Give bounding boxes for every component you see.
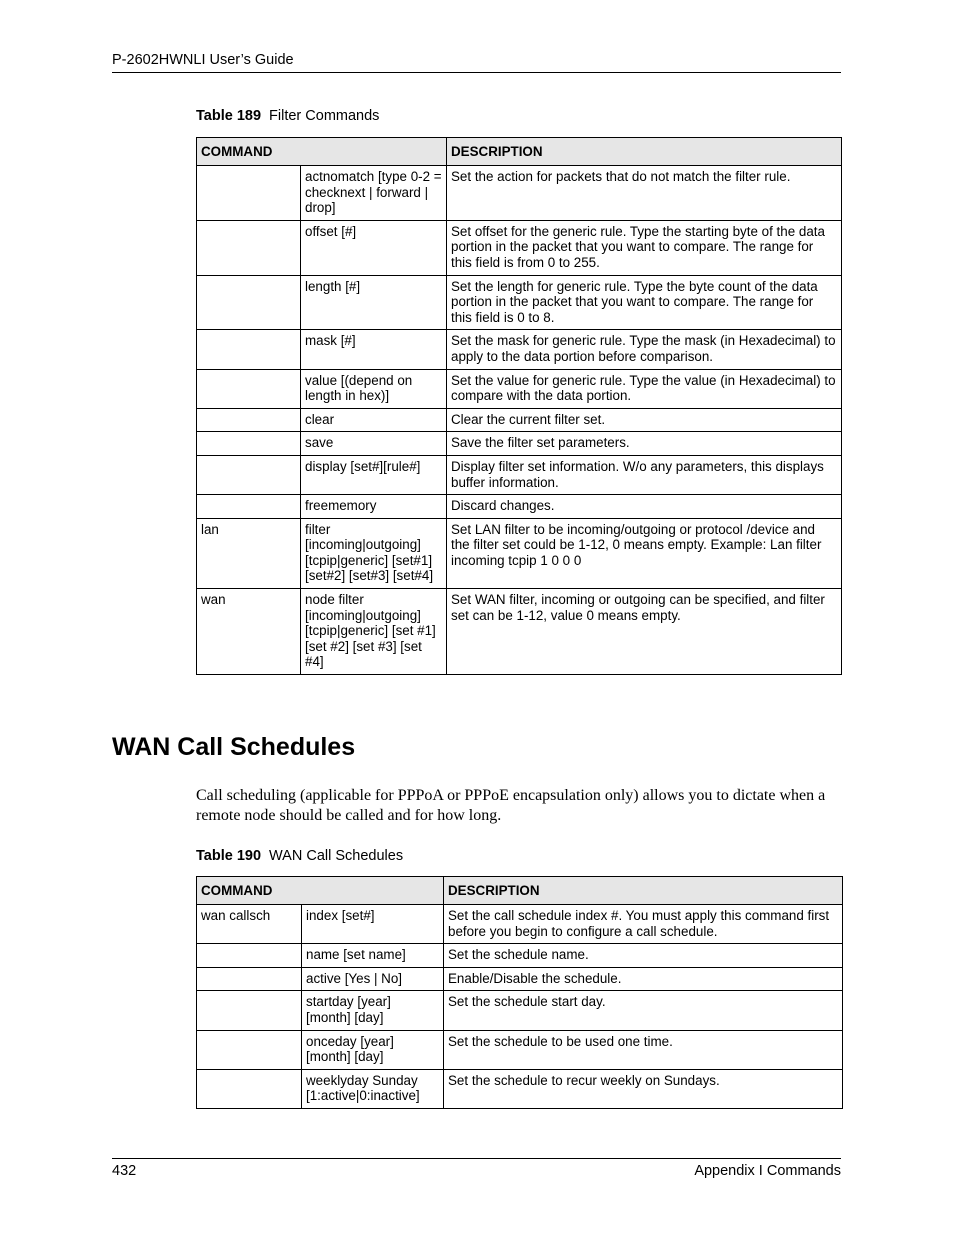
description-cell: Set the schedule name. [444,944,843,968]
subcommand-cell: offset [#] [301,220,447,275]
description-cell: Set the value for generic rule. Type the value (in Hexadecimal) to compare with the data portion. [447,369,842,408]
subcommand-cell: weeklyday Sunday [1:active|0:inactive] [302,1069,444,1108]
command-cell [197,1069,302,1108]
subcommand-cell: actnomatch [type 0-2 = checknext | forward | drop] [301,166,447,221]
section-paragraph: Call scheduling (applicable for PPPoA or PPPoE encapsulation only) allows you to dictate when a remote node should be called and for how long. [196,787,826,824]
subcommand-cell: clear [301,408,447,432]
description-cell: Set the schedule start day. [444,991,843,1030]
description-cell: Set the mask for generic rule. Type the mask (in Hexadecimal) to apply to the data portion before comparison. [447,330,842,369]
wan-call-schedules-body [197,905,843,1109]
table-190-number: Table 190 [196,848,262,864]
guide-title: P-2602HWNLI User’s Guide [112,52,294,68]
description-cell: Save the filter set parameters. [447,432,842,456]
subcommand-cell: name [set name] [302,944,444,968]
table-row [197,991,843,1030]
description-cell: Discard changes. [447,495,842,519]
table-row [197,1069,843,1108]
subcommand-cell: value [(depend on length in hex)] [301,369,447,408]
table-row [197,330,842,369]
subcommand-cell: filter [incoming|outgoing] [tcpip|generic] [set#1] [set#2] [set#3] [set#4] [301,518,447,588]
command-cell [197,369,301,408]
page-footer [112,1158,841,1181]
subcommand-cell: display [set#][rule#] [301,455,447,494]
column-header-description: DESCRIPTION [447,138,842,166]
description-cell: Set the call schedule index #. You must apply this command first before you begin to configure a call schedule. [444,905,843,944]
table-row [197,432,842,456]
table-row [197,905,843,944]
column-header-command: COMMAND [197,877,444,905]
table-row [197,275,842,330]
command-cell: wan [197,589,301,675]
table-190-title: WAN Call Schedules [269,848,404,864]
subcommand-cell: startday [year] [month] [day] [302,991,444,1030]
table-row [197,967,843,991]
filter-commands-table [196,137,842,675]
description-cell: Set the schedule to be used one time. [444,1030,843,1069]
command-cell [197,967,302,991]
command-cell [197,408,301,432]
table-189-title: Filter Commands [269,108,380,124]
subcommand-cell: length [#] [301,275,447,330]
footer-section: Appendix I Commands [694,1163,841,1179]
table-row [197,1030,843,1069]
description-cell: Clear the current filter set. [447,408,842,432]
table-row [197,369,842,408]
table-189-number: Table 189 [196,108,262,124]
command-cell: lan [197,518,301,588]
table-row [197,408,842,432]
command-cell [197,220,301,275]
description-cell: Set the action for packets that do not match the filter rule. [447,166,842,221]
command-cell [197,455,301,494]
table-header-row [197,877,843,905]
command-cell [197,330,301,369]
description-cell: Set LAN filter to be incoming/outgoing or protocol /device and the filter set could be 1-12, 0 means empty. Example: Lan filter incoming tcpip 1 0 0 0 [447,518,842,588]
table-190-caption [196,848,403,864]
wan-call-schedules-table [196,876,843,1109]
column-header-description: DESCRIPTION [444,877,843,905]
command-cell [197,495,301,519]
subcommand-cell: active [Yes | No] [302,967,444,991]
table-row [197,589,842,675]
description-cell: Set the schedule to recur weekly on Sundays. [444,1069,843,1108]
table-row [197,518,842,588]
table-row [197,455,842,494]
description-cell: Display filter set information. W/o any parameters, this displays buffer information. [447,455,842,494]
command-cell [197,275,301,330]
subcommand-cell: onceday [year] [month] [day] [302,1030,444,1069]
command-cell [197,432,301,456]
subcommand-cell: node filter [incoming|outgoing] [tcpip|generic] [set #1] [set #2] [set #3] [set #4] [301,589,447,675]
table-row [197,495,842,519]
subcommand-cell: freememory [301,495,447,519]
description-cell: Set offset for the generic rule. Type the starting byte of the data portion in the packet that you want to compare. The range for this field is from 0 to 255. [447,220,842,275]
command-cell: wan callsch [197,905,302,944]
table-row [197,944,843,968]
description-cell: Enable/Disable the schedule. [444,967,843,991]
description-cell: Set WAN filter, incoming or outgoing can be specified, and filter set can be 1-12, value 0 means empty. [447,589,842,675]
table-row [197,166,842,221]
section-heading: WAN Call Schedules [112,733,356,761]
command-cell [197,1030,302,1069]
command-cell [197,991,302,1030]
page-number: 432 [112,1163,137,1179]
command-cell [197,944,302,968]
subcommand-cell: mask [#] [301,330,447,369]
column-header-command: COMMAND [197,138,447,166]
subcommand-cell: save [301,432,447,456]
filter-commands-body [197,166,842,675]
table-header-row [197,138,842,166]
description-cell: Set the length for generic rule. Type the byte count of the data portion in the packet that you want to compare. The range for this field is 0 to 8. [447,275,842,330]
table-row [197,220,842,275]
subcommand-cell: index [set#] [302,905,444,944]
command-cell [197,166,301,221]
page-header [112,52,841,73]
table-189-caption [196,108,379,124]
